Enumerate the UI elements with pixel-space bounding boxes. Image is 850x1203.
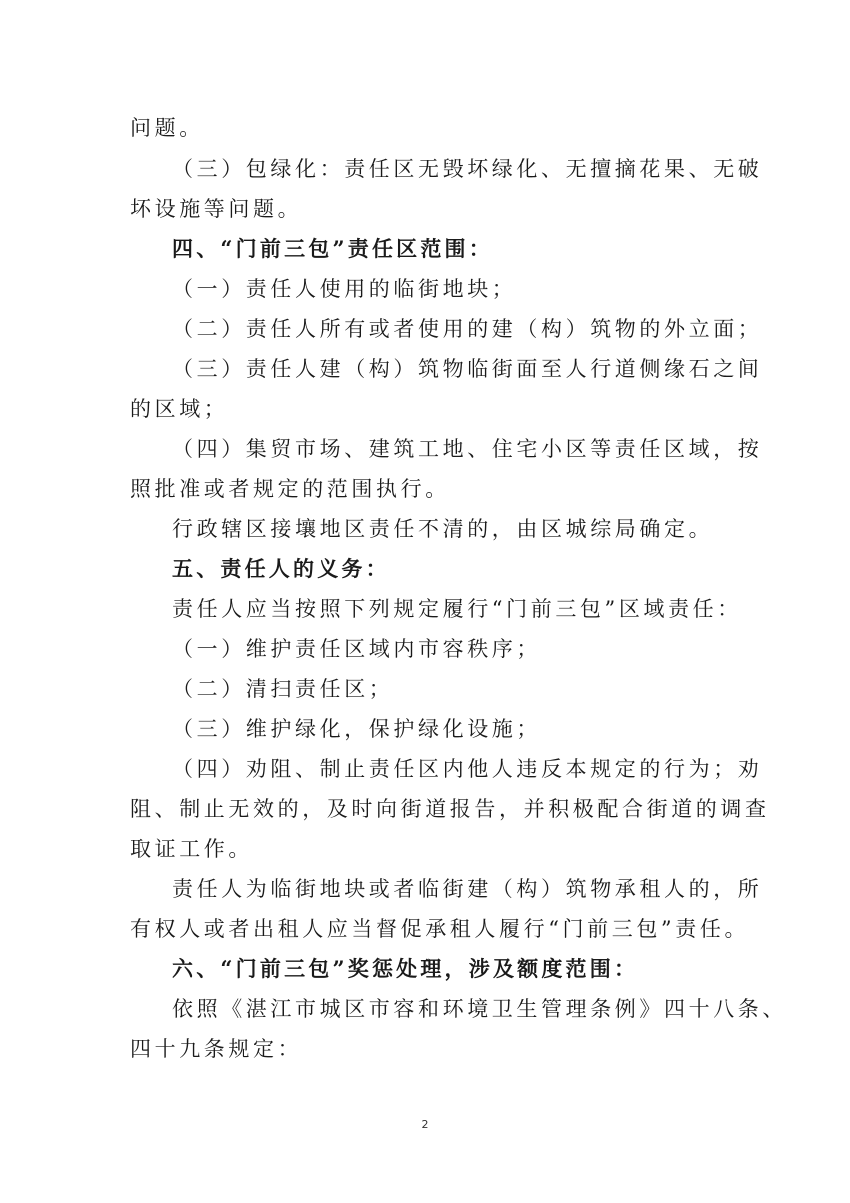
body-line: 问题。 — [130, 116, 204, 140]
body-line: 行政辖区接壤地区责任不清的，由区城综局确定。 — [172, 517, 714, 541]
body-line: （三）包绿化：责任区无毁坏绿化、无擅摘花果、无破 — [172, 157, 763, 181]
section-heading: 四、“门前三包”责任区范围： — [172, 236, 493, 261]
body-line: 阻、制止无效的，及时向街道报告，并积极配合街道的调查 — [130, 797, 770, 821]
section-heading: 五、责任人的义务： — [172, 556, 390, 581]
body-line: 有权人或者出租人应当督促承租人履行“门前三包”责任。 — [130, 917, 750, 941]
body-line: 坏设施等问题。 — [130, 197, 303, 221]
body-line: （三）责任人建（构）筑物临街面至人行道侧缘石之间 — [172, 357, 763, 381]
body-line: （三）维护绿化，保护绿化设施； — [172, 717, 541, 741]
body-line: 的区域； — [130, 397, 229, 421]
body-line: （一）维护责任区域内市容秩序； — [172, 637, 541, 661]
body-line: （二）责任人所有或者使用的建（构）筑物的外立面； — [172, 317, 763, 341]
section-heading: 六、“门前三包”奖惩处理，涉及额度范围： — [172, 956, 639, 981]
page-number: 2 — [421, 1118, 429, 1131]
body-line: 四十九条规定： — [130, 1037, 303, 1061]
body-line: （四）劝阻、制止责任区内他人违反本规定的行为；劝 — [172, 757, 763, 781]
body-line: （二）清扫责任区； — [172, 677, 394, 701]
body-line: 责任人为临街地块或者临街建（构）筑物承租人的，所 — [172, 877, 763, 901]
body-line: 责任人应当按照下列规定履行“门前三包”区域责任： — [172, 597, 742, 621]
body-line: （四）集贸市场、建筑工地、住宅小区等责任区域，按 — [172, 437, 763, 461]
body-line: 照批准或者规定的范围执行。 — [130, 477, 450, 501]
body-line: 依照《湛江市城区市容和环境卫生管理条例》四十八条、 — [172, 997, 787, 1021]
body-line: 取证工作。 — [130, 837, 253, 861]
body-line: （一）责任人使用的临街地块； — [172, 277, 517, 301]
